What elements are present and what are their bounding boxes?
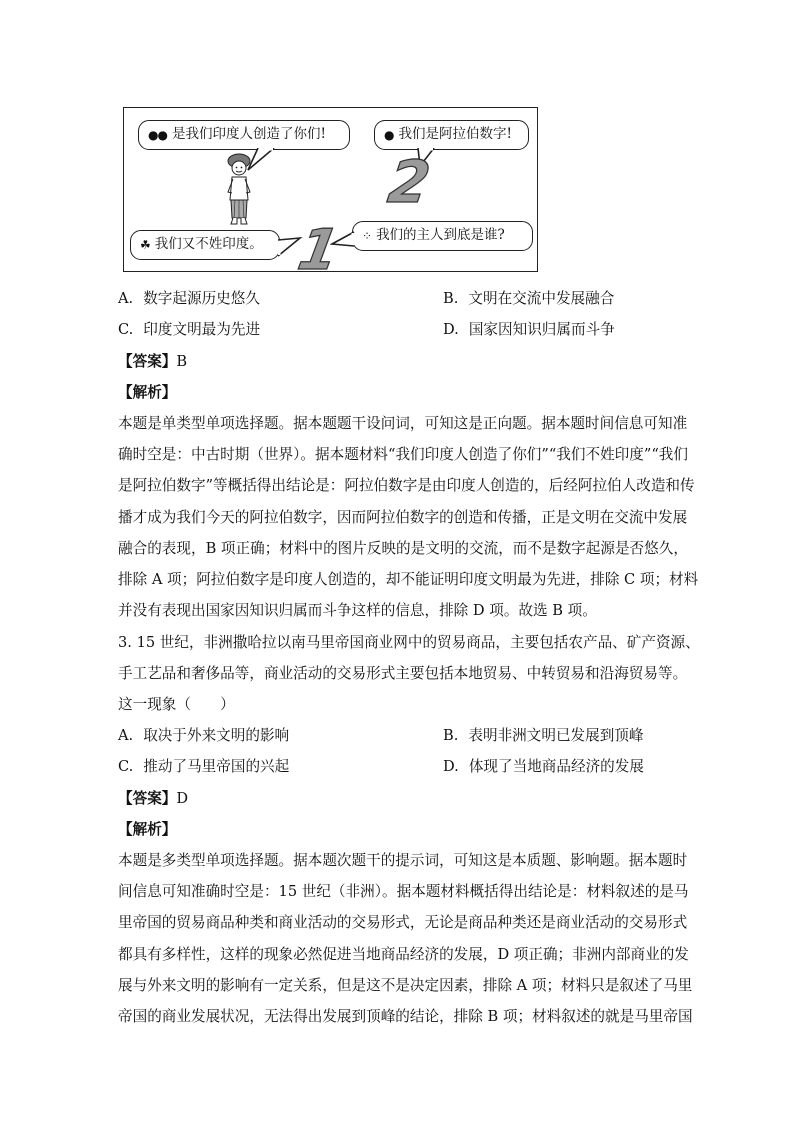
analysis-text-line: 是阿拉伯数字”等概括得出结论是：阿拉伯数字是由印度人创造的，后经阿拉伯人改造和传 (118, 477, 695, 494)
speech-bubble-not-india (130, 230, 280, 260)
answer-line: 【答案】B (118, 353, 188, 370)
analysis-heading: 【解析】 (118, 821, 177, 838)
analysis-text-line: 帝国的商业发展状况，无法得出发展到顶峰的结论，排除 B 项；材料叙述的就是马里帝国 (118, 1008, 693, 1025)
speech-bubble-indian (138, 120, 350, 150)
analysis-text-line: 本题是单类型单项选择题。据本题题干设问词，可知这是正向题。据本题时间信息可知准 (118, 415, 688, 432)
bubble-text: 我们是阿拉伯数字! (398, 126, 512, 143)
numeral-two: 2 (384, 148, 435, 216)
two-dots-icon: ●● (148, 128, 167, 142)
cartoon-illustration (123, 107, 538, 283)
analysis-text-line: 都具有多样性，这样的现象必然促进当地商品经济的发展，D 项正确；非洲内部商业的发 (118, 946, 689, 963)
bubble-text: 是我们印度人创造了你们! (171, 126, 326, 143)
bubble-text: 我们又不姓印度。 (154, 236, 263, 253)
option-a: A. 取决于外来文明的影响 (118, 727, 290, 744)
four-dots-icon: ⁘ (362, 229, 372, 243)
option-b: B. 文明在交流中发展融合 (443, 290, 615, 307)
speech-bubble-owner (352, 221, 533, 251)
option-a: A. 数字起源历史悠久 (118, 290, 260, 307)
analysis-text-line: 展与外来文明的影响有一定关系，但是这不是决定因素，排除 A 项；材料只是叙述了马里 (118, 977, 693, 994)
analysis-text-line: 融合的表现，B 项正确；材料中的图片反映的是文明的交流，而不是数字起源是否悠久， (118, 540, 688, 557)
analysis-text-line: 里帝国的贸易商品种类和商业活动的交易形式，无论是商品种类还是商业活动的交易形式 (118, 914, 688, 931)
answer-line: 【答案】D (118, 790, 189, 807)
analysis-text-line: 确时空是：中古时期（世界）。据本题材料“我们印度人创造了你们”“我们不姓印度”“我们 (118, 446, 688, 463)
analysis-text-line: 排除 A 项；阿拉伯数字是印度人创造的，却不能证明印度文明最为先进，排除 C 项；材料 (118, 571, 699, 588)
analysis-text-line: 本题是多类型单项选择题。据本题次题干的提示词，可知这是本质题、影响题。据本题时 (118, 852, 688, 869)
option-c: C. 推动了马里帝国的兴起 (118, 758, 290, 775)
bubble-text: 我们的主人到底是谁? (376, 227, 505, 244)
option-d: D. 国家因知识归属而斗争 (443, 321, 615, 338)
speech-bubble-arabic (374, 120, 529, 150)
indian-person-figure (220, 152, 258, 228)
question-stem-line: 手工艺品和奢侈品等，商业活动的交易形式主要包括本地贸易、中转贸易和沿海贸易等。 (118, 665, 688, 682)
three-dots-icon: ☘ (140, 238, 150, 252)
analysis-text-line: 间信息可知准确时空是：15 世纪（非洲）。据本题材料概括得出结论是：材料叙述的是马 (118, 883, 689, 900)
numeral-one: 1 (293, 218, 344, 283)
option-b: B. 表明非洲文明已发展到顶峰 (443, 727, 644, 744)
analysis-text-line: 播才成为我们今天的阿拉伯数字，因而阿拉伯数字的创造和传播，正是文明在交流中发展 (118, 509, 688, 526)
option-d: D. 体现了当地商品经济的发展 (443, 758, 644, 775)
analysis-text-line: 并没有表现出国家因知识归属而斗争这样的信息，排除 D 项。故选 B 项。 (118, 602, 597, 619)
question-stem-line: 3. 15 世纪，非洲撒哈拉以南马里帝国商业网中的贸易商品，主要包括农产品、矿产资源、 (118, 634, 700, 651)
analysis-heading: 【解析】 (118, 384, 177, 401)
option-c: C. 印度文明最为先进 (118, 321, 261, 338)
one-dot-icon: ● (384, 128, 394, 142)
question-stem-line: 这一现象（ ） (118, 696, 235, 713)
